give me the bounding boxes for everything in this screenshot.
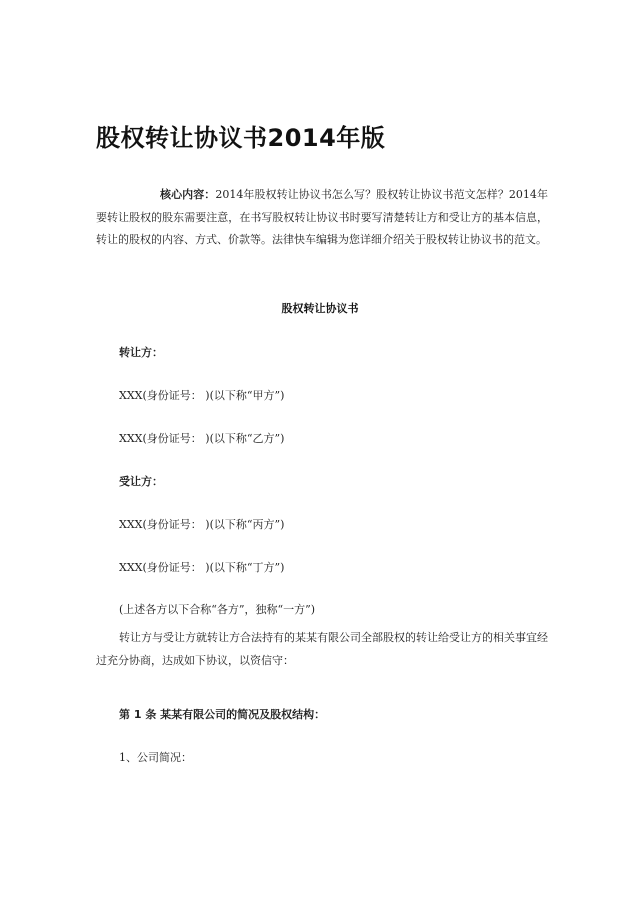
preamble-paragraph: 转让方与受让方就转让方合法持有的某某有限公司全部股权的转让给受让方的相关事宜经过充分协商，达成如下协议，以资信守： bbox=[96, 631, 548, 667]
transferee-heading: 受让方： bbox=[119, 475, 163, 488]
intro-paragraph bbox=[96, 184, 548, 252]
article-1-heading: 第 1 条 某某有限公司的简况及股权结构： bbox=[119, 708, 326, 721]
transferee-party-c: XXX(身份证号： )(以下称“丙方”) bbox=[119, 518, 285, 531]
page-title: 股权转让协议书2014年版 bbox=[96, 124, 386, 152]
transferor-party-b: XXX(身份证号： )(以下称“乙方”) bbox=[119, 432, 285, 445]
intro-text: 2014年股权转让协议书怎么写？股权转让协议书范文怎样？2014年要转让股权的股东需要注意，在书写股权转让协议书时要写清楚转让方和受让方的基本信息，转让的股权的内容、方式、价款等。法律快车编辑为您详细介绍关于股权转让协议书的范文。 bbox=[96, 188, 548, 246]
article-1-item-1: 1、公司简况： bbox=[119, 751, 192, 764]
transferee-party-d: XXX(身份证号： )(以下称“丁方”) bbox=[119, 561, 285, 574]
agreement-title: 股权转让协议书 bbox=[281, 302, 359, 315]
transferor-heading: 转让方： bbox=[119, 346, 163, 359]
parties-note: (上述各方以下合称“各方”，独称“一方”) bbox=[119, 603, 316, 616]
transferor-party-a: XXX(身份证号： )(以下称“甲方”) bbox=[119, 389, 285, 402]
intro-label: 核心内容： bbox=[160, 188, 216, 201]
